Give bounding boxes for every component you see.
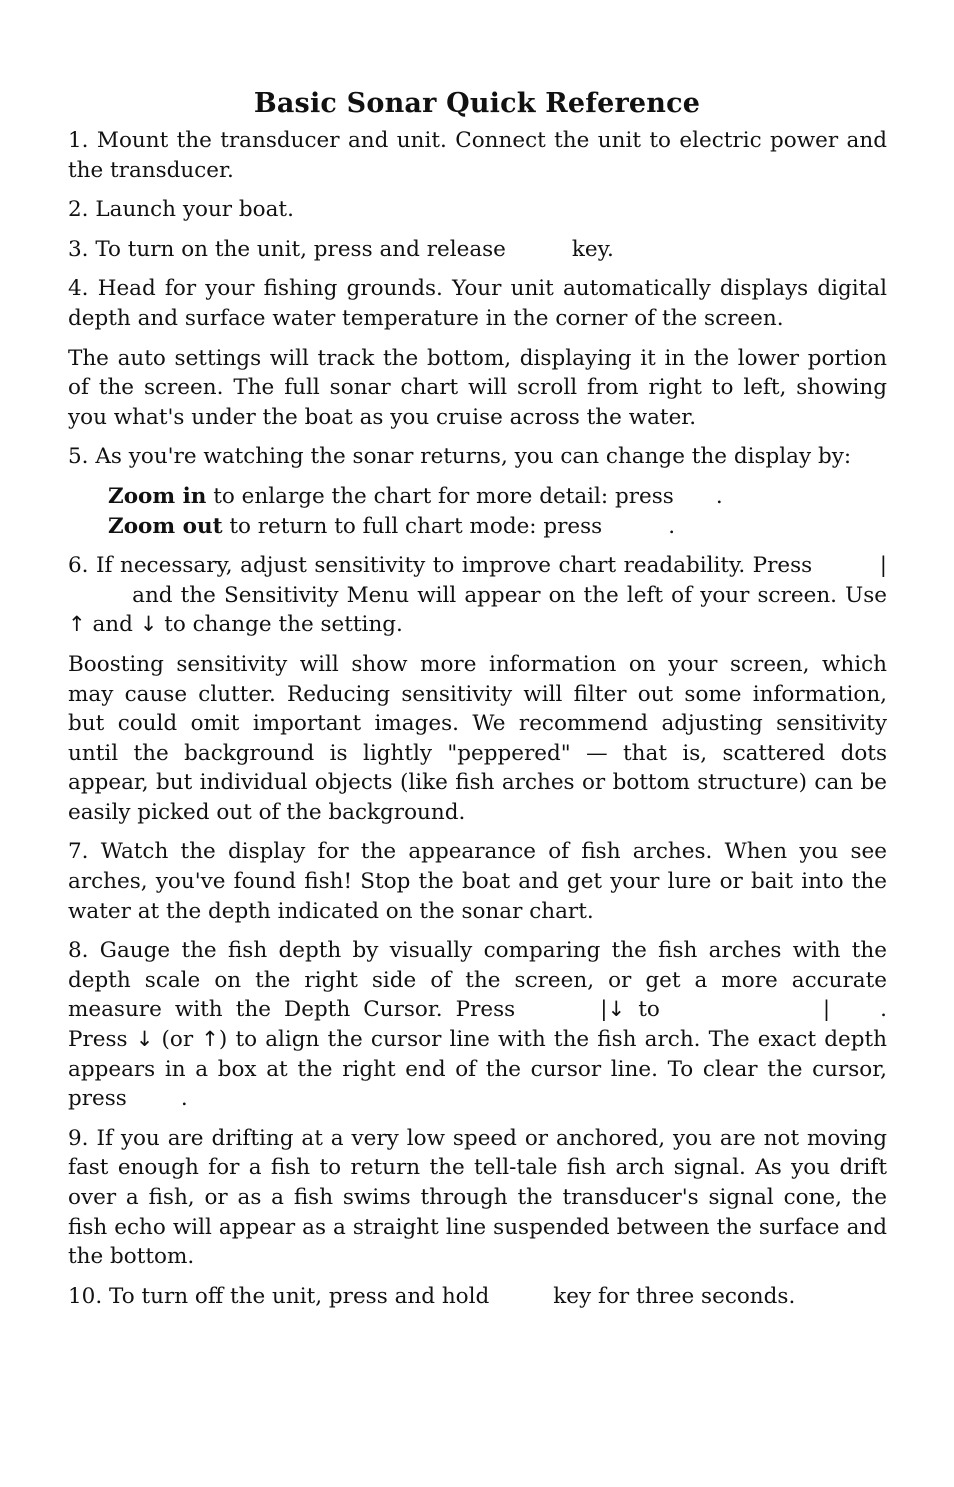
step-8-or: (or <box>161 1027 194 1053</box>
step-6 <box>68 551 887 640</box>
zoom-out-item <box>108 512 887 542</box>
zoom-out-period: . <box>668 513 676 539</box>
step-8-press: Press <box>68 1027 128 1053</box>
step-8-to: to <box>638 997 660 1023</box>
step-8-end-period: . <box>180 1086 188 1112</box>
step-6-text-c: and the Sensitivity Menu will appear on the left of your screen. Use <box>132 582 887 608</box>
step-8-separator-1: | <box>600 997 608 1023</box>
auto-settings-paragraph: The auto settings will track the bottom, displaying it in the lower portion of the screen. The full sonar chart will scroll from right to left, showing you what's under the boat as you cruise across the water. <box>68 345 887 430</box>
step-7: 7. Watch the display for the appearance of fish arches. When you see arches, you've found fish! Stop the boat and get your lure or bait into the water at the depth indicated on the sonar chart. <box>68 839 887 924</box>
zoom-in-item <box>108 482 887 512</box>
zoom-out-label: Zoom out <box>108 513 223 539</box>
down-arrow-icon: ↓ <box>135 1027 154 1052</box>
zoom-in-text: to enlarge the chart for more detail: press <box>206 483 674 509</box>
zoom-out-text: to return to full chart mode: press <box>222 513 603 539</box>
step-1: 1. Mount the transducer and unit. Connect the unit to electric power and the transducer. <box>68 128 887 183</box>
down-arrow-icon: ↓ <box>139 612 158 637</box>
step-6-text-a: 6. If necessary, adjust sensitivity to improve chart readability. Press <box>68 553 813 579</box>
step-3-text: 3. To turn on the unit, press and release <box>68 236 506 262</box>
document-body <box>68 126 887 1321</box>
zoom-in-label: Zoom in <box>108 483 207 509</box>
up-arrow-icon: ↑ <box>68 612 86 637</box>
step-2: 2. Launch your boat. <box>68 197 294 223</box>
step-10-text: 10. To turn off the unit, press and hold <box>68 1283 490 1309</box>
step-9: 9. If you are drifting at a very low speed or anchored, you are not moving fast enough for a fish to return the tell-tale fish arch signal. As you drift over a fish, or as a fish swims through the transducer's signal cone, the fish echo will appear as a straight line suspended between the surface and the bottom. <box>68 1125 887 1270</box>
zoom-list <box>68 482 887 541</box>
step-5: 5. As you're watching the sonar returns, you can change the display by: <box>68 444 852 470</box>
step-6-text-e: to change the setting. <box>164 612 403 638</box>
step-8-period: . <box>880 997 887 1023</box>
step-10 <box>68 1282 887 1312</box>
sensitivity-paragraph: Boosting sensitivity will show more information on your screen, which may cause clutter. Reducing sensitivity will filter out some information, but could omit important images. We recommend adjusting sensitivity until the background is lightly "peppered" — that is, scattered dots appear, but individual objects (like fish arches or bottom structure) can be easily picked out of the background. <box>68 651 887 825</box>
step-6-text-d: and <box>92 612 133 638</box>
step-8-separator-2: | <box>822 997 831 1023</box>
step-3-key-text: key. <box>571 236 614 262</box>
page-title: Basic Sonar Quick Reference <box>253 88 701 119</box>
step-4: 4. Head for your fishing grounds. Your unit automatically displays digital depth and surface water temperature in the corner of the screen. <box>68 276 887 331</box>
step-3 <box>68 235 887 265</box>
zoom-in-period: . <box>715 483 723 509</box>
down-arrow-icon: ↓ <box>607 997 626 1022</box>
step-6-separator: | <box>879 553 887 579</box>
step-8-text-h: ) to align the cursor line with the fish arch. The exact depth appears in a box at the right end of the cursor line. To clear the cursor, press <box>68 1027 887 1112</box>
step-8 <box>68 936 887 1114</box>
step-10-key-text: key for three seconds. <box>553 1283 796 1309</box>
step-8-text-a: 8. Gauge the fish depth by visually comparing the fish arches with the depth scale on the right side of the screen, or get a more accurate measure with the Depth Cursor. Press <box>68 938 887 1023</box>
up-arrow-icon: ↑ <box>201 1027 219 1052</box>
